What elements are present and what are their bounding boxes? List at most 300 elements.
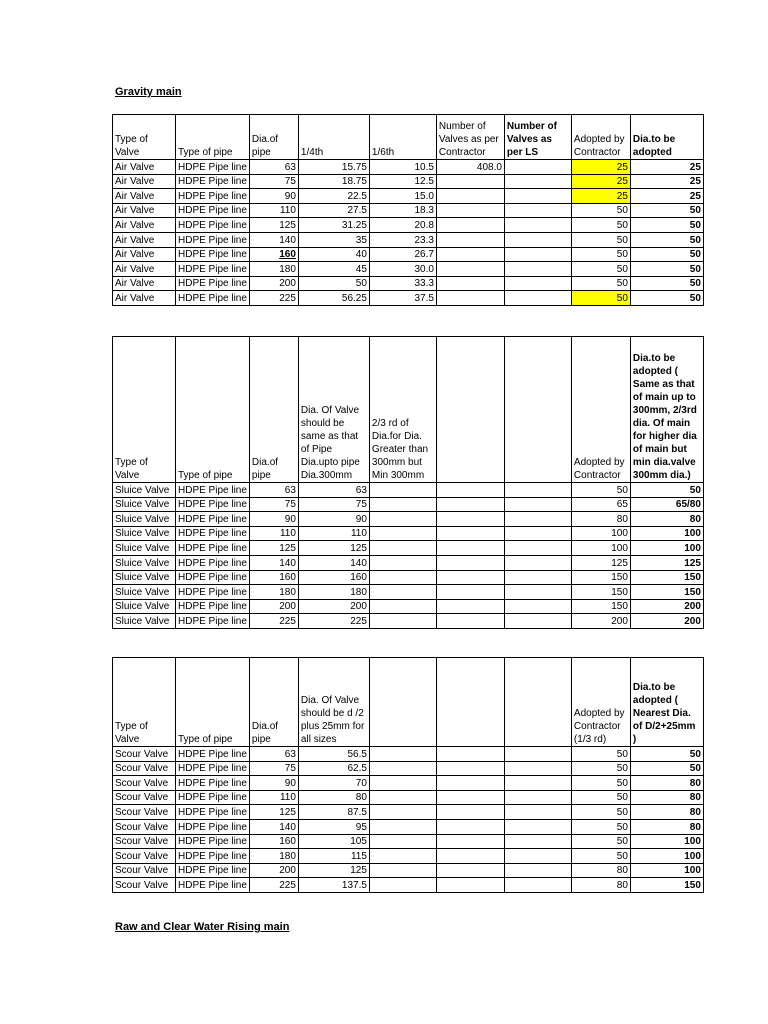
adopted-by-contractor-cell: 50 bbox=[571, 776, 630, 791]
table-row bbox=[113, 776, 704, 791]
pipe-type-cell: HDPE Pipe line bbox=[176, 805, 250, 820]
header-type-of-pipe: Type of pipe bbox=[176, 115, 250, 160]
dia-to-be-adopted-cell: 100 bbox=[630, 863, 703, 878]
col5-cell: 20.8 bbox=[369, 218, 436, 233]
col6-cell bbox=[436, 497, 504, 512]
table-row bbox=[113, 747, 704, 762]
adopted-by-contractor-cell: 50 bbox=[571, 834, 630, 849]
header-adopted-by-contractor: Adopted by Contractor bbox=[571, 337, 630, 483]
col5-cell bbox=[369, 863, 436, 878]
adopted-by-contractor-cell: 100 bbox=[571, 526, 630, 541]
pipe-type-cell: HDPE Pipe line bbox=[176, 203, 250, 218]
col4-cell: 56.5 bbox=[298, 747, 369, 762]
adopted-by-contractor-cell: 150 bbox=[571, 570, 630, 585]
adopted-by-contractor-cell: 50 bbox=[571, 849, 630, 864]
valve-type-cell: Sluice Valve bbox=[113, 512, 176, 527]
col6-cell bbox=[436, 878, 504, 893]
header-valve-same-as-pipe: Dia. Of Valve should be same as that of Pipe Dia.upto pipe Dia.300mm bbox=[298, 337, 369, 483]
valve-type-cell: Air Valve bbox=[113, 276, 176, 291]
pipe-type-cell: HDPE Pipe line bbox=[176, 599, 250, 614]
pipe-dia-cell: 125 bbox=[249, 218, 298, 233]
pipe-dia-cell: 140 bbox=[249, 555, 298, 570]
col6-cell bbox=[436, 203, 504, 218]
pipe-dia-cell: 180 bbox=[249, 585, 298, 600]
dia-to-be-adopted-cell: 200 bbox=[630, 599, 703, 614]
table-row bbox=[113, 203, 704, 218]
col5-cell bbox=[369, 849, 436, 864]
dia-to-be-adopted-cell: 80 bbox=[630, 776, 703, 791]
pipe-dia-cell: 140 bbox=[249, 232, 298, 247]
pipe-type-cell: HDPE Pipe line bbox=[176, 863, 250, 878]
adopted-by-contractor-cell: 125 bbox=[571, 555, 630, 570]
header-dia-of-pipe: Dia.of pipe bbox=[249, 658, 298, 747]
col4-cell: 56.25 bbox=[298, 291, 369, 306]
col7-cell bbox=[504, 497, 571, 512]
pipe-dia-cell: 75 bbox=[249, 761, 298, 776]
col7-cell bbox=[504, 526, 571, 541]
valve-type-cell: Sluice Valve bbox=[113, 570, 176, 585]
valve-type-cell: Air Valve bbox=[113, 203, 176, 218]
col4-cell: 70 bbox=[298, 776, 369, 791]
col6-cell bbox=[436, 291, 504, 306]
col4-cell: 110 bbox=[298, 526, 369, 541]
col5-cell bbox=[369, 761, 436, 776]
header-sixth: 1/6th bbox=[369, 115, 436, 160]
dia-to-be-adopted-cell: 100 bbox=[630, 541, 703, 556]
col5-cell: 26.7 bbox=[369, 247, 436, 262]
header-dia-to-be-adopted: Dia.to be adopted ( Same as that of main up to 300mm, 2/3rd dia. Of main for higher dia of main but min dia.valve 300mm dia.) bbox=[630, 337, 703, 483]
pipe-dia-cell: 225 bbox=[249, 614, 298, 629]
table-row bbox=[113, 291, 704, 306]
col7-cell bbox=[504, 160, 571, 175]
header-type-of-valve: Type of Valve bbox=[113, 658, 176, 747]
col4-cell: 27.5 bbox=[298, 203, 369, 218]
table-row bbox=[113, 849, 704, 864]
dia-to-be-adopted-cell: 80 bbox=[630, 512, 703, 527]
adopted-by-contractor-cell: 80 bbox=[571, 863, 630, 878]
table-row bbox=[113, 483, 704, 498]
col4-cell: 40 bbox=[298, 247, 369, 262]
pipe-type-cell: HDPE Pipe line bbox=[176, 174, 250, 189]
valve-type-cell: Sluice Valve bbox=[113, 599, 176, 614]
col4-cell: 15.75 bbox=[298, 160, 369, 175]
pipe-type-cell: HDPE Pipe line bbox=[176, 834, 250, 849]
valve-type-cell: Air Valve bbox=[113, 218, 176, 233]
dia-to-be-adopted-cell: 200 bbox=[630, 614, 703, 629]
air-valve-header-row bbox=[113, 115, 704, 160]
header-dia-to-be-adopted: Dia.to be adopted ( Nearest Dia. of D/2+25mm ) bbox=[630, 658, 703, 747]
scour-valve-table bbox=[112, 657, 704, 893]
table-row bbox=[113, 599, 704, 614]
adopted-by-contractor-cell: 25 bbox=[571, 174, 630, 189]
valve-type-cell: Scour Valve bbox=[113, 834, 176, 849]
table-row bbox=[113, 790, 704, 805]
col6-cell bbox=[436, 276, 504, 291]
pipe-type-cell: HDPE Pipe line bbox=[176, 849, 250, 864]
pipe-dia-cell: 140 bbox=[249, 819, 298, 834]
pipe-type-cell: HDPE Pipe line bbox=[176, 291, 250, 306]
dia-to-be-adopted-cell: 50 bbox=[630, 483, 703, 498]
pipe-type-cell: HDPE Pipe line bbox=[176, 761, 250, 776]
pipe-dia-cell: 180 bbox=[249, 262, 298, 277]
header-type-of-valve: Type of Valve bbox=[113, 337, 176, 483]
header-valves-ls: Number of Valves as per LS bbox=[504, 115, 571, 160]
col6-cell bbox=[436, 761, 504, 776]
pipe-type-cell: HDPE Pipe line bbox=[176, 483, 250, 498]
pipe-type-cell: HDPE Pipe line bbox=[176, 541, 250, 556]
dia-to-be-adopted-cell: 80 bbox=[630, 819, 703, 834]
col5-cell bbox=[369, 570, 436, 585]
valve-type-cell: Scour Valve bbox=[113, 747, 176, 762]
table-row bbox=[113, 526, 704, 541]
pipe-type-cell: HDPE Pipe line bbox=[176, 512, 250, 527]
adopted-by-contractor-cell: 50 bbox=[571, 790, 630, 805]
valve-type-cell: Sluice Valve bbox=[113, 526, 176, 541]
col5-cell bbox=[369, 497, 436, 512]
table-row bbox=[113, 878, 704, 893]
valve-type-cell: Air Valve bbox=[113, 189, 176, 204]
col4-cell: 95 bbox=[298, 819, 369, 834]
table-row bbox=[113, 218, 704, 233]
col7-cell bbox=[504, 747, 571, 762]
table-row bbox=[113, 541, 704, 556]
col4-cell: 115 bbox=[298, 849, 369, 864]
pipe-dia-cell: 225 bbox=[249, 291, 298, 306]
table-row bbox=[113, 819, 704, 834]
col6-cell bbox=[436, 483, 504, 498]
col7-cell bbox=[504, 232, 571, 247]
dia-to-be-adopted-cell: 80 bbox=[630, 790, 703, 805]
col4-cell: 105 bbox=[298, 834, 369, 849]
scour-valve-header-row bbox=[113, 658, 704, 747]
adopted-by-contractor-cell: 25 bbox=[571, 189, 630, 204]
pipe-dia-cell: 110 bbox=[249, 203, 298, 218]
col6-cell bbox=[436, 805, 504, 820]
valve-type-cell: Sluice Valve bbox=[113, 497, 176, 512]
table-row bbox=[113, 614, 704, 629]
pipe-dia-cell: 90 bbox=[249, 512, 298, 527]
valve-type-cell: Air Valve bbox=[113, 291, 176, 306]
col7-cell bbox=[504, 776, 571, 791]
col5-cell: 15.0 bbox=[369, 189, 436, 204]
col4-cell: 80 bbox=[298, 790, 369, 805]
table-row bbox=[113, 174, 704, 189]
dia-to-be-adopted-cell: 125 bbox=[630, 555, 703, 570]
header-empty-2 bbox=[436, 658, 504, 747]
col7-cell bbox=[504, 849, 571, 864]
col7-cell bbox=[504, 614, 571, 629]
adopted-by-contractor-cell: 150 bbox=[571, 585, 630, 600]
col7-cell bbox=[504, 218, 571, 233]
dia-to-be-adopted-cell: 50 bbox=[630, 247, 703, 262]
pipe-dia-cell: 200 bbox=[249, 276, 298, 291]
col5-cell bbox=[369, 834, 436, 849]
dia-to-be-adopted-cell: 25 bbox=[630, 189, 703, 204]
adopted-by-contractor-cell: 50 bbox=[571, 747, 630, 762]
col4-cell: 45 bbox=[298, 262, 369, 277]
col4-cell: 225 bbox=[298, 614, 369, 629]
dia-to-be-adopted-cell: 80 bbox=[630, 805, 703, 820]
col4-cell: 35 bbox=[298, 232, 369, 247]
adopted-by-contractor-cell: 50 bbox=[571, 203, 630, 218]
pipe-type-cell: HDPE Pipe line bbox=[176, 776, 250, 791]
col6-cell bbox=[436, 174, 504, 189]
pipe-type-cell: HDPE Pipe line bbox=[176, 555, 250, 570]
col6-cell bbox=[436, 790, 504, 805]
col5-cell bbox=[369, 541, 436, 556]
col5-cell bbox=[369, 555, 436, 570]
pipe-dia-cell: 90 bbox=[249, 776, 298, 791]
col4-cell: 62.5 bbox=[298, 761, 369, 776]
dia-to-be-adopted-cell: 150 bbox=[630, 570, 703, 585]
adopted-by-contractor-cell: 80 bbox=[571, 512, 630, 527]
col5-cell bbox=[369, 776, 436, 791]
valve-type-cell: Air Valve bbox=[113, 174, 176, 189]
pipe-dia-cell: 180 bbox=[249, 849, 298, 864]
col4-cell: 90 bbox=[298, 512, 369, 527]
col4-cell: 18.75 bbox=[298, 174, 369, 189]
pipe-dia-cell: 125 bbox=[249, 541, 298, 556]
header-empty-3 bbox=[504, 658, 571, 747]
header-adopted-by-contractor: Adopted by Contractor (1/3 rd) bbox=[571, 658, 630, 747]
col4-cell: 160 bbox=[298, 570, 369, 585]
header-empty-1 bbox=[369, 658, 436, 747]
col7-cell bbox=[504, 585, 571, 600]
header-dia-to-be-adopted: Dia.to be adopted bbox=[630, 115, 703, 160]
dia-to-be-adopted-cell: 50 bbox=[630, 218, 703, 233]
pipe-type-cell: HDPE Pipe line bbox=[176, 614, 250, 629]
adopted-by-contractor-cell: 65 bbox=[571, 497, 630, 512]
valve-type-cell: Scour Valve bbox=[113, 819, 176, 834]
col5-cell bbox=[369, 585, 436, 600]
col5-cell bbox=[369, 614, 436, 629]
col7-cell bbox=[504, 262, 571, 277]
adopted-by-contractor-cell: 50 bbox=[571, 218, 630, 233]
header-type-of-valve: Type of Valve bbox=[113, 115, 176, 160]
dia-to-be-adopted-cell: 50 bbox=[630, 232, 703, 247]
col6-cell bbox=[436, 614, 504, 629]
adopted-by-contractor-cell: 50 bbox=[571, 247, 630, 262]
dia-to-be-adopted-cell: 65/80 bbox=[630, 497, 703, 512]
col7-cell bbox=[504, 805, 571, 820]
col4-cell: 140 bbox=[298, 555, 369, 570]
adopted-by-contractor-cell: 50 bbox=[571, 819, 630, 834]
pipe-dia-cell: 63 bbox=[249, 747, 298, 762]
col7-cell bbox=[504, 599, 571, 614]
header-valve-d-half-plus-25: Dia. Of Valve should be d /2 plus 25mm for all sizes bbox=[298, 658, 369, 747]
col4-cell: 200 bbox=[298, 599, 369, 614]
col6-cell bbox=[436, 819, 504, 834]
pipe-type-cell: HDPE Pipe line bbox=[176, 526, 250, 541]
dia-to-be-adopted-cell: 50 bbox=[630, 291, 703, 306]
adopted-by-contractor-cell: 150 bbox=[571, 599, 630, 614]
valve-type-cell: Air Valve bbox=[113, 247, 176, 262]
col6-cell bbox=[436, 512, 504, 527]
col4-cell: 87.5 bbox=[298, 805, 369, 820]
valve-type-cell: Scour Valve bbox=[113, 863, 176, 878]
pipe-type-cell: HDPE Pipe line bbox=[176, 218, 250, 233]
valve-type-cell: Scour Valve bbox=[113, 776, 176, 791]
col5-cell: 12.5 bbox=[369, 174, 436, 189]
valve-type-cell: Sluice Valve bbox=[113, 614, 176, 629]
col5-cell: 37.5 bbox=[369, 291, 436, 306]
table-row bbox=[113, 512, 704, 527]
pipe-type-cell: HDPE Pipe line bbox=[176, 160, 250, 175]
pipe-type-cell: HDPE Pipe line bbox=[176, 247, 250, 262]
col5-cell bbox=[369, 526, 436, 541]
pipe-type-cell: HDPE Pipe line bbox=[176, 497, 250, 512]
valve-type-cell: Air Valve bbox=[113, 262, 176, 277]
dia-to-be-adopted-cell: 50 bbox=[630, 203, 703, 218]
col7-cell bbox=[504, 790, 571, 805]
adopted-by-contractor-cell: 50 bbox=[571, 761, 630, 776]
table-row bbox=[113, 570, 704, 585]
header-adopted-by-contractor: Adopted by Contractor bbox=[571, 115, 630, 160]
col6-cell bbox=[436, 599, 504, 614]
adopted-by-contractor-cell: 50 bbox=[571, 805, 630, 820]
pipe-type-cell: HDPE Pipe line bbox=[176, 585, 250, 600]
col5-cell: 18.3 bbox=[369, 203, 436, 218]
pipe-type-cell: HDPE Pipe line bbox=[176, 262, 250, 277]
col5-cell: 30.0 bbox=[369, 262, 436, 277]
col7-cell bbox=[504, 761, 571, 776]
col5-cell bbox=[369, 790, 436, 805]
col6-cell bbox=[436, 555, 504, 570]
valve-type-cell: Air Valve bbox=[113, 160, 176, 175]
adopted-by-contractor-cell: 100 bbox=[571, 541, 630, 556]
col7-cell bbox=[504, 878, 571, 893]
col5-cell: 33.3 bbox=[369, 276, 436, 291]
valve-type-cell: Sluice Valve bbox=[113, 541, 176, 556]
table-row bbox=[113, 232, 704, 247]
header-dia-of-pipe: Dia.of pipe bbox=[249, 115, 298, 160]
pipe-dia-cell: 75 bbox=[249, 174, 298, 189]
pipe-dia-cell: 125 bbox=[249, 805, 298, 820]
pipe-dia-cell: 225 bbox=[249, 878, 298, 893]
adopted-by-contractor-cell: 50 bbox=[571, 262, 630, 277]
table-row bbox=[113, 276, 704, 291]
valve-type-cell: Sluice Valve bbox=[113, 555, 176, 570]
pipe-type-cell: HDPE Pipe line bbox=[176, 747, 250, 762]
header-type-of-pipe: Type of pipe bbox=[176, 658, 250, 747]
pipe-dia-cell: 160 bbox=[249, 247, 298, 262]
pipe-dia-cell: 110 bbox=[249, 790, 298, 805]
valve-type-cell: Sluice Valve bbox=[113, 483, 176, 498]
table-row bbox=[113, 189, 704, 204]
pipe-type-cell: HDPE Pipe line bbox=[176, 232, 250, 247]
valve-type-cell: Scour Valve bbox=[113, 790, 176, 805]
dia-to-be-adopted-cell: 50 bbox=[630, 276, 703, 291]
header-dia-of-pipe: Dia.of pipe bbox=[249, 337, 298, 483]
pipe-dia-cell: 63 bbox=[249, 160, 298, 175]
pipe-dia-cell: 63 bbox=[249, 483, 298, 498]
header-empty-2 bbox=[504, 337, 571, 483]
adopted-by-contractor-cell: 50 bbox=[571, 291, 630, 306]
col6-cell bbox=[436, 247, 504, 262]
col5-cell: 23.3 bbox=[369, 232, 436, 247]
col4-cell: 180 bbox=[298, 585, 369, 600]
sluice-valve-table bbox=[112, 336, 704, 629]
col5-cell bbox=[369, 747, 436, 762]
table-row bbox=[113, 262, 704, 277]
col6-cell bbox=[436, 849, 504, 864]
col4-cell: 50 bbox=[298, 276, 369, 291]
air-valve-table bbox=[112, 114, 704, 306]
valve-type-cell: Scour Valve bbox=[113, 878, 176, 893]
table-row bbox=[113, 863, 704, 878]
pipe-dia-cell: 160 bbox=[249, 570, 298, 585]
col7-cell bbox=[504, 174, 571, 189]
pipe-type-cell: HDPE Pipe line bbox=[176, 189, 250, 204]
col5-cell bbox=[369, 819, 436, 834]
valve-type-cell: Scour Valve bbox=[113, 761, 176, 776]
table-row bbox=[113, 585, 704, 600]
pipe-dia-cell: 90 bbox=[249, 189, 298, 204]
header-type-of-pipe: Type of pipe bbox=[176, 337, 250, 483]
pipe-dia-cell: 200 bbox=[249, 599, 298, 614]
table-row bbox=[113, 761, 704, 776]
col7-cell bbox=[504, 291, 571, 306]
col5-cell bbox=[369, 599, 436, 614]
pipe-type-cell: HDPE Pipe line bbox=[176, 819, 250, 834]
header-empty-1 bbox=[436, 337, 504, 483]
col7-cell bbox=[504, 483, 571, 498]
col6-cell: 408.0 bbox=[436, 160, 504, 175]
rising-main-heading: Raw and Clear Water Rising main bbox=[115, 921, 290, 933]
col4-cell: 22.5 bbox=[298, 189, 369, 204]
dia-to-be-adopted-cell: 50 bbox=[630, 761, 703, 776]
col4-cell: 125 bbox=[298, 541, 369, 556]
col7-cell bbox=[504, 189, 571, 204]
adopted-by-contractor-cell: 50 bbox=[571, 232, 630, 247]
dia-to-be-adopted-cell: 150 bbox=[630, 878, 703, 893]
col4-cell: 75 bbox=[298, 497, 369, 512]
table-row bbox=[113, 555, 704, 570]
col6-cell bbox=[436, 541, 504, 556]
col6-cell bbox=[436, 863, 504, 878]
pipe-type-cell: HDPE Pipe line bbox=[176, 570, 250, 585]
pipe-type-cell: HDPE Pipe line bbox=[176, 878, 250, 893]
col6-cell bbox=[436, 834, 504, 849]
dia-to-be-adopted-cell: 150 bbox=[630, 585, 703, 600]
col4-cell: 63 bbox=[298, 483, 369, 498]
header-quarter: 1/4th bbox=[298, 115, 369, 160]
col4-cell: 137.5 bbox=[298, 878, 369, 893]
col6-cell bbox=[436, 747, 504, 762]
col6-cell bbox=[436, 585, 504, 600]
col7-cell bbox=[504, 276, 571, 291]
valve-type-cell: Scour Valve bbox=[113, 805, 176, 820]
col6-cell bbox=[436, 776, 504, 791]
dia-to-be-adopted-cell: 100 bbox=[630, 849, 703, 864]
adopted-by-contractor-cell: 50 bbox=[571, 276, 630, 291]
adopted-by-contractor-cell: 50 bbox=[571, 483, 630, 498]
col6-cell bbox=[436, 218, 504, 233]
dia-to-be-adopted-cell: 50 bbox=[630, 262, 703, 277]
col7-cell bbox=[504, 512, 571, 527]
col6-cell bbox=[436, 232, 504, 247]
col4-cell: 125 bbox=[298, 863, 369, 878]
sluice-valve-header-row bbox=[113, 337, 704, 483]
pipe-dia-cell: 160 bbox=[249, 834, 298, 849]
dia-to-be-adopted-cell: 100 bbox=[630, 834, 703, 849]
pipe-dia-cell: 110 bbox=[249, 526, 298, 541]
col5-cell: 10.5 bbox=[369, 160, 436, 175]
adopted-by-contractor-cell: 200 bbox=[571, 614, 630, 629]
col7-cell bbox=[504, 203, 571, 218]
table-row bbox=[113, 805, 704, 820]
dia-to-be-adopted-cell: 50 bbox=[630, 747, 703, 762]
